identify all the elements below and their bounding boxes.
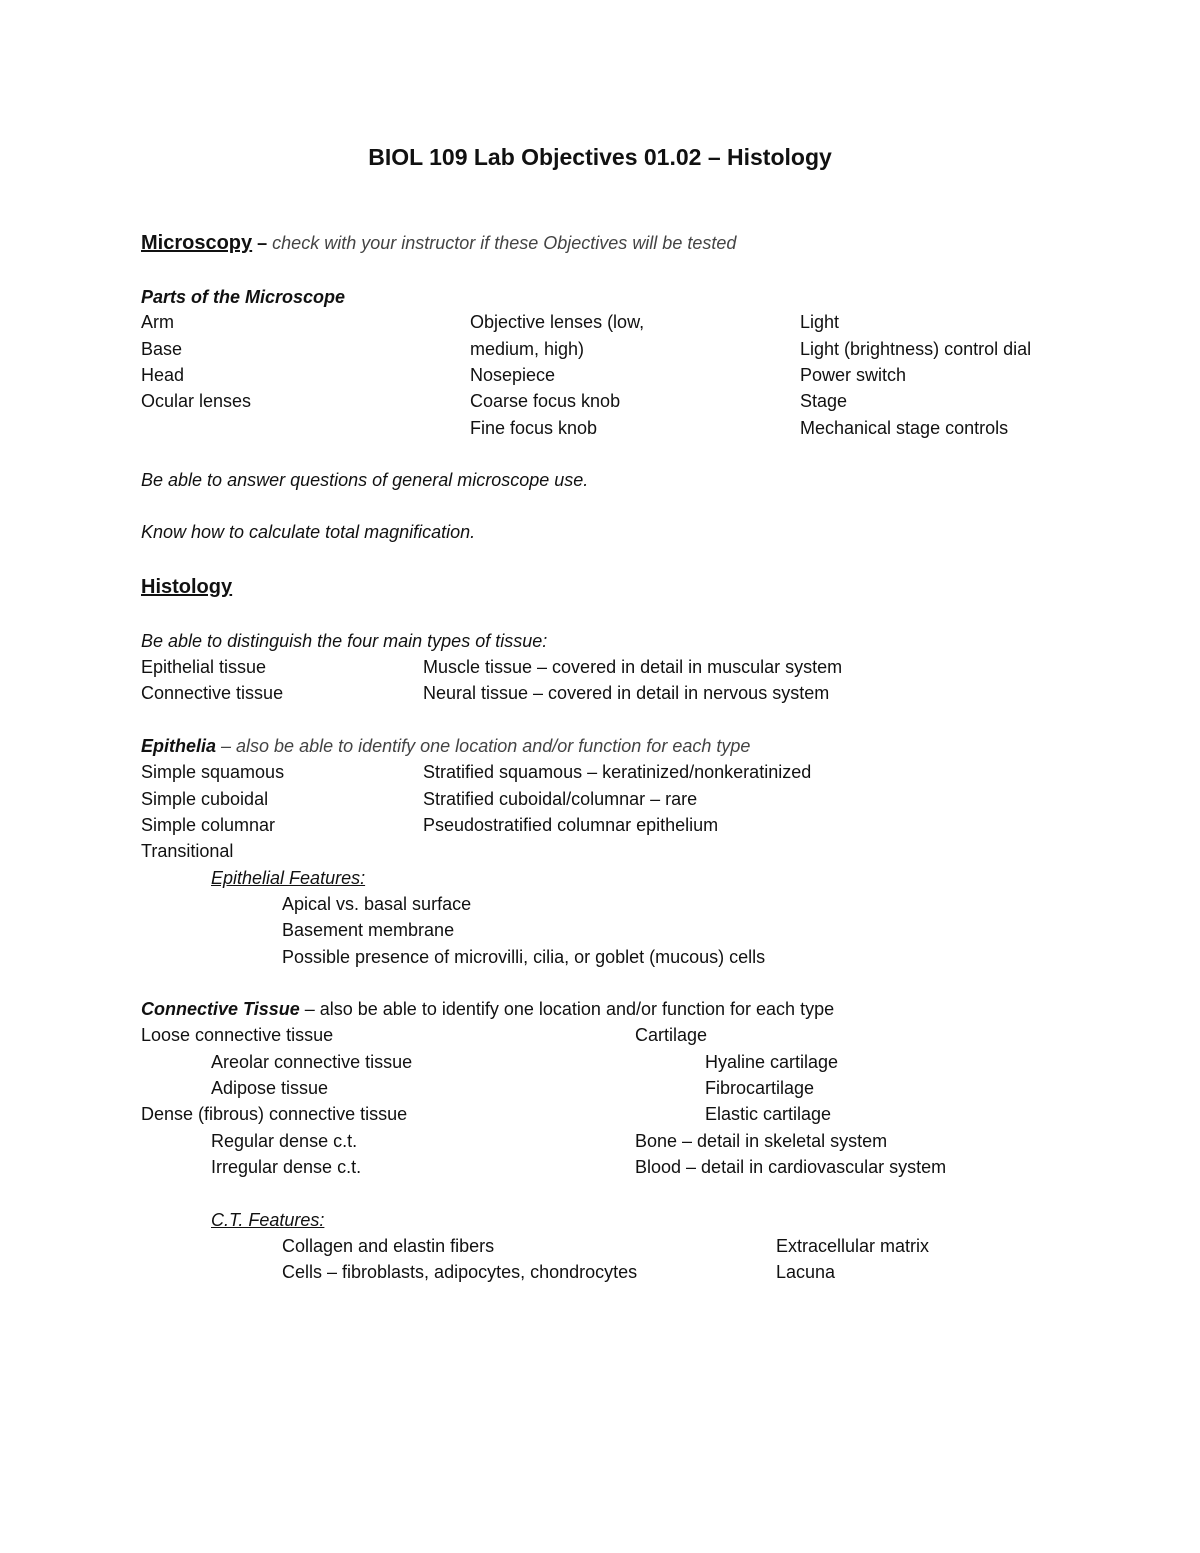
- ct-hyaline: Hyaline cartilage: [705, 1052, 839, 1072]
- connective-heading: Connective Tissue: [141, 999, 300, 1019]
- parts-col2-item: Fine focus knob: [470, 418, 598, 438]
- ct-feature: Extracellular matrix: [776, 1236, 930, 1256]
- ct-elastic: Elastic cartilage: [705, 1104, 832, 1124]
- epithelia-note: – also be able to identify one location and/or function for each type: [216, 736, 751, 756]
- magnification-objective: Know how to calculate total magnification.: [141, 522, 476, 542]
- parts-col1-item: Base: [141, 339, 183, 359]
- epithelial-feature: Apical vs. basal surface: [282, 894, 472, 914]
- parts-col2-item: medium, high): [470, 339, 585, 359]
- parts-heading: Parts of the Microscope: [141, 287, 346, 307]
- epithelium-type: Pseudostratified columnar epithelium: [423, 815, 719, 835]
- ct-areolar: Areolar connective tissue: [211, 1052, 413, 1072]
- connective-note: – also be able to identify one location and/or function for each type: [299, 999, 835, 1019]
- parts-col2-item: Objective lenses (low,: [470, 312, 645, 332]
- microscopy-heading-line: [141, 232, 736, 254]
- ct-regular: Regular dense c.t.: [211, 1131, 358, 1151]
- ct-loose: Loose connective tissue: [141, 1025, 334, 1045]
- epithelial-feature: Possible presence of microvilli, cilia, or goblet (mucous) cells: [282, 947, 766, 967]
- ct-feature: Lacuna: [776, 1262, 836, 1282]
- tissue-type-item: Muscle tissue – covered in detail in muscular system: [423, 657, 843, 677]
- parts-col3-item: Light: [800, 312, 840, 332]
- ct-irregular: Irregular dense c.t.: [211, 1157, 362, 1177]
- ct-feature: Cells – fibroblasts, adipocytes, chondrocytes: [282, 1262, 638, 1282]
- tissue-type-item: Connective tissue: [141, 683, 284, 703]
- ct-bone: Bone – detail in skeletal system: [635, 1131, 888, 1151]
- ct-feature: Collagen and elastin fibers: [282, 1236, 495, 1256]
- parts-col3-item: Mechanical stage controls: [800, 418, 1009, 438]
- parts-col1-item: Ocular lenses: [141, 391, 252, 411]
- parts-col3-item: Power switch: [800, 365, 907, 385]
- epithelium-type: Stratified cuboidal/columnar – rare: [423, 789, 698, 809]
- ct-blood: Blood – detail in cardiovascular system: [635, 1157, 947, 1177]
- epithelium-type: Simple cuboidal: [141, 789, 269, 809]
- ct-fibrocartilage: Fibrocartilage: [705, 1078, 815, 1098]
- parts-col3-item: Stage: [800, 391, 848, 411]
- epithelia-heading: Epithelia: [141, 736, 217, 756]
- parts-col3-item: Light (brightness) control dial: [800, 339, 1032, 359]
- ct-adipose: Adipose tissue: [211, 1078, 329, 1098]
- tissue-types-intro: Be able to distinguish the four main types of tissue:: [141, 631, 548, 651]
- epithelium-type: Transitional: [141, 841, 234, 861]
- ct-cartilage: Cartilage: [635, 1025, 708, 1045]
- microscopy-heading: Microscopy: [141, 232, 253, 254]
- parts-col1-item: Head: [141, 365, 185, 385]
- tissue-type-item: Neural tissue – covered in detail in nervous system: [423, 683, 830, 703]
- epithelial-feature: Basement membrane: [282, 920, 455, 940]
- page-title: BIOL 109 Lab Objectives 01.02 – Histology: [368, 144, 832, 170]
- microscope-use-objective: Be able to answer questions of general microscope use.: [141, 470, 589, 490]
- ct-dense: Dense (fibrous) connective tissue: [141, 1104, 408, 1124]
- epithelium-type: Simple squamous: [141, 762, 285, 782]
- connective-heading-line: [141, 998, 834, 1020]
- epithelia-heading-line: [141, 735, 750, 757]
- epithelium-type: Stratified squamous – keratinized/nonkeratinized: [423, 762, 812, 782]
- epithelium-type: Simple columnar: [141, 815, 276, 835]
- parts-col2-item: Nosepiece: [470, 365, 556, 385]
- parts-col1-item: Arm: [141, 312, 174, 332]
- epithelial-features-heading: Epithelial Features:: [211, 868, 366, 888]
- microscopy-dash: –: [252, 233, 273, 253]
- tissue-type-item: Epithelial tissue: [141, 657, 267, 677]
- parts-col2-item: Coarse focus knob: [470, 391, 621, 411]
- ct-features-heading: C.T. Features:: [211, 1210, 325, 1230]
- histology-heading: Histology: [141, 576, 233, 598]
- microscopy-note: check with your instructor if these Objectives will be tested: [272, 233, 737, 253]
